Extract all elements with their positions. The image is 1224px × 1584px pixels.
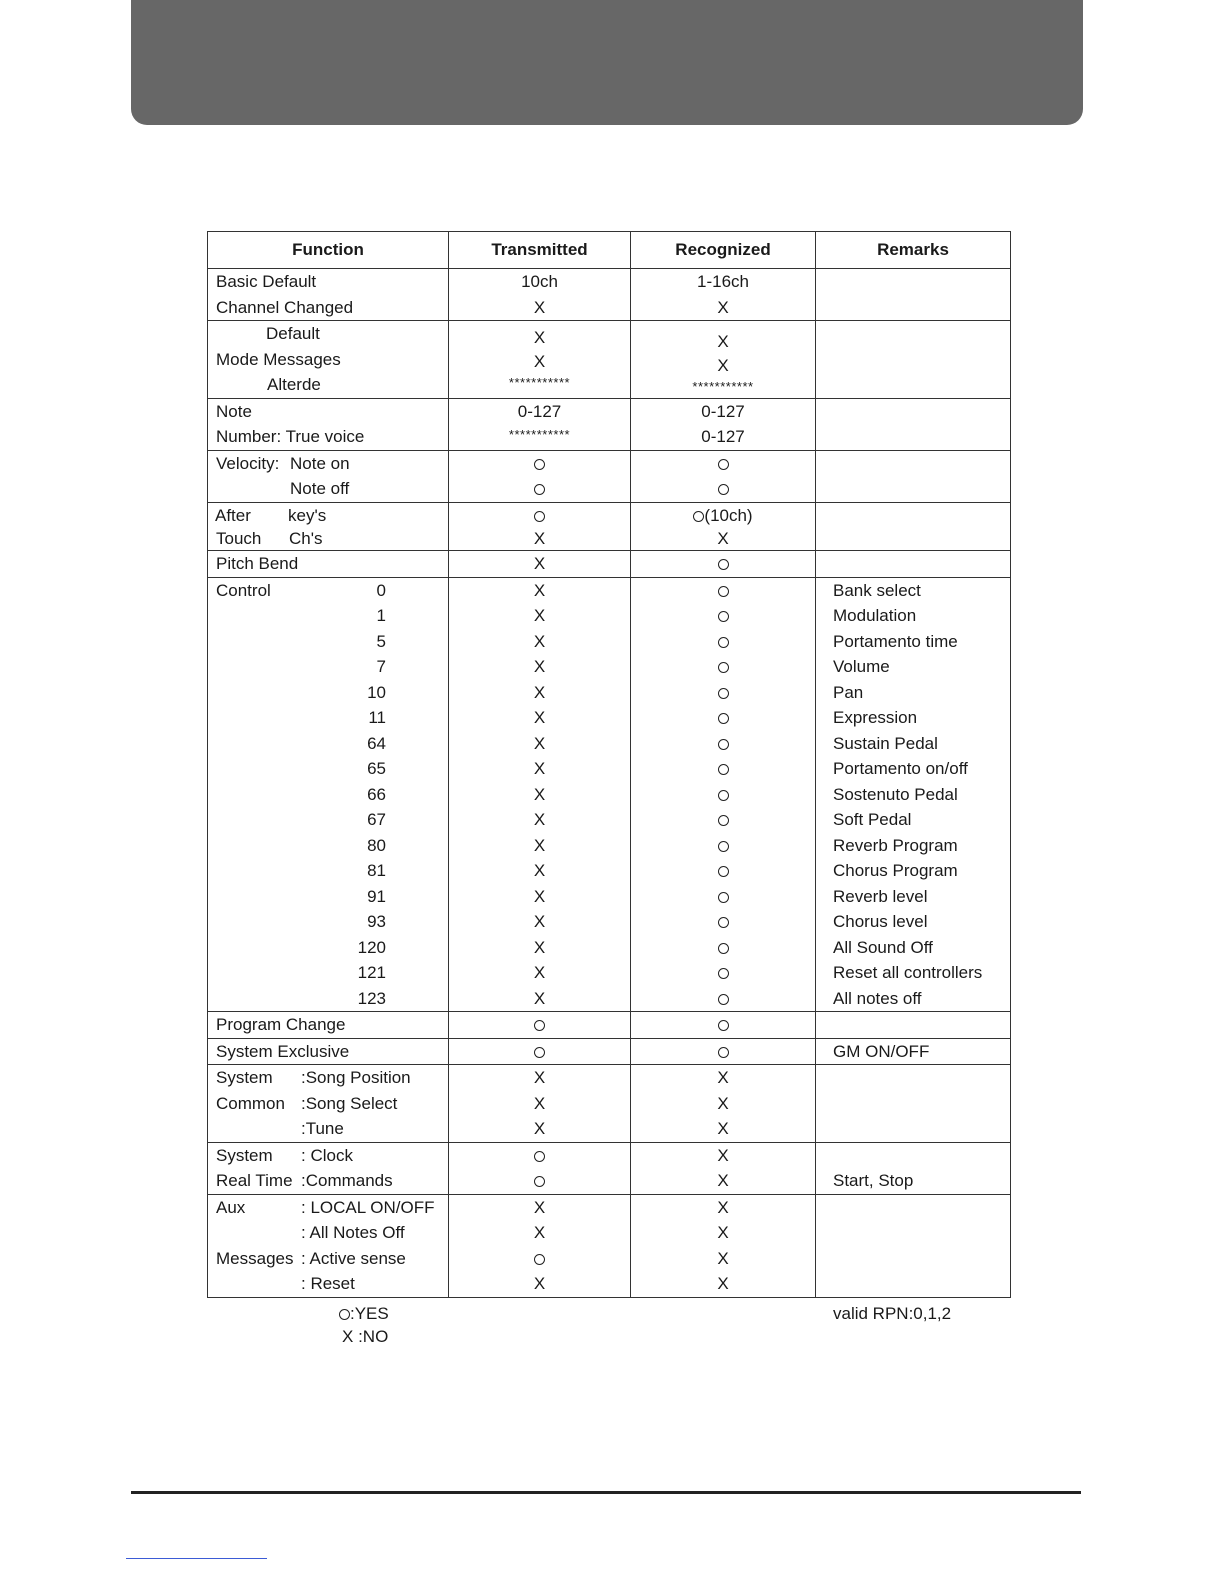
function-text: System Exclusive: [216, 1041, 350, 1061]
transmitted-value: X: [533, 1093, 546, 1113]
recognized-value: X: [717, 356, 729, 375]
remarks-cell: [816, 398, 1011, 450]
remarks-cell: [816, 551, 1011, 578]
control-transmitted-value: X: [533, 657, 546, 676]
control-row-function: [208, 833, 448, 859]
control-remark: Pan: [833, 682, 864, 702]
remarks-cell: [816, 1038, 1011, 1065]
function-text: : LOCAL ON/OFF: [301, 1197, 435, 1217]
yes-circle-icon: [718, 764, 729, 775]
yes-circle-icon: [534, 1254, 545, 1265]
function-cell: [208, 450, 449, 502]
function-text: Touch: [216, 529, 262, 548]
recognized-value: X: [717, 1223, 729, 1242]
yes-circle-icon: [718, 688, 729, 699]
yes-circle-icon: [718, 559, 729, 570]
yes-circle-icon: [534, 1151, 545, 1162]
yes-circle-icon: [718, 637, 729, 648]
transmitted-cell: [449, 502, 631, 551]
control-remark: Volume: [833, 657, 890, 676]
control-row-function: [208, 680, 448, 706]
function-cell: [208, 398, 449, 450]
control-transmitted-value: X: [533, 631, 546, 651]
row-aux-messages: [208, 1194, 1011, 1297]
row-system-common: [208, 1065, 1011, 1143]
function-text: Ch's: [289, 529, 323, 548]
function-text: Velocity:: [216, 453, 280, 473]
recognized-value: 1-16ch: [697, 272, 749, 291]
control-recognized-value: [631, 629, 815, 655]
control-row-function: [208, 629, 448, 655]
legend-no-symbol: X: [342, 1327, 354, 1346]
yes-circle-icon: [718, 484, 729, 495]
function-text: Real Time: [216, 1171, 293, 1190]
yes-circle-icon: [534, 511, 545, 522]
yes-circle-icon: [534, 1176, 545, 1187]
yes-circle-icon: [534, 484, 545, 495]
function-cell: [208, 502, 449, 551]
control-row-function: [208, 603, 448, 629]
control-transmitted-value: X: [533, 733, 546, 753]
control-recognized-value: [631, 884, 815, 910]
function-text: System: [216, 1068, 273, 1087]
transmitted-value: X: [533, 1274, 546, 1293]
yes-circle-icon: [718, 459, 729, 470]
transmitted-cell: [449, 1194, 631, 1297]
recognized-value: X: [717, 1197, 729, 1217]
function-cell: [208, 577, 449, 1012]
yes-circle-icon: [718, 866, 729, 877]
transmitted-cell: [449, 269, 631, 321]
control-row-function: [208, 909, 448, 935]
recognized-value: ***********: [692, 378, 754, 394]
yes-circle-icon: [534, 459, 545, 470]
control-number: 65: [367, 759, 386, 778]
function-cell: [208, 321, 449, 399]
yes-circle-icon: [718, 790, 729, 801]
control-remark: Portamento on/off: [833, 759, 968, 778]
control-transmitted-value: X: [533, 835, 546, 855]
recognized-value: X: [717, 1068, 729, 1087]
control-number: 81: [367, 861, 386, 880]
transmitted-cell: [449, 1065, 631, 1143]
transmitted-value: ***********: [508, 374, 571, 390]
control-remark: Reverb Program: [833, 835, 958, 855]
control-remark: All notes off: [833, 988, 922, 1008]
control-row-function: [208, 654, 448, 680]
recognized-cell: [631, 269, 816, 321]
transmitted-cell: [449, 321, 631, 399]
legend-yes-label: :YES: [350, 1304, 389, 1323]
control-recognized-value: [631, 782, 815, 808]
control-remark: Sostenuto Pedal: [833, 784, 958, 804]
control-remark: Bank select: [833, 580, 921, 600]
yes-circle-icon: [718, 943, 729, 954]
recognized-value: X: [717, 1274, 729, 1293]
yes-circle-icon: [718, 841, 729, 852]
legend-no-label: :NO: [358, 1327, 389, 1346]
function-text: Alterde: [267, 375, 321, 394]
control-number: 0: [376, 580, 386, 600]
yes-circle-icon: [718, 917, 729, 928]
header-remarks: Remarks: [816, 232, 1011, 269]
control-number: 7: [376, 657, 386, 676]
control-transmitted-value: X: [533, 708, 546, 727]
row-control-change: [208, 577, 1011, 1012]
yes-circle-icon: [718, 892, 729, 903]
recognized-value: X: [717, 529, 729, 548]
control-transmitted-value: X: [533, 937, 546, 957]
control-row-function: Control 0: [208, 578, 448, 604]
control-remark: Modulation: [833, 606, 917, 625]
function-cell: [208, 269, 449, 321]
transmitted-cell: [449, 551, 631, 578]
yes-circle-icon: [718, 586, 729, 597]
row-mode: [208, 321, 1011, 399]
function-cell: [208, 1038, 449, 1065]
function-text: Default: [266, 324, 320, 343]
transmitted-cell: [449, 1142, 631, 1194]
function-text: :Commands: [301, 1171, 393, 1190]
function-text: Note on: [290, 453, 350, 473]
control-recognized-value: [631, 680, 815, 706]
header-function: Function: [208, 232, 449, 269]
recognized-value: X: [717, 1171, 729, 1190]
control-remark: Expression: [833, 708, 918, 727]
recognized-cell: [631, 577, 816, 1012]
recognized-value: (10ch): [704, 505, 753, 525]
transmitted-cell: [449, 1012, 631, 1039]
recognized-cell: [631, 502, 816, 551]
function-text: After: [215, 505, 251, 525]
function-cell: [208, 1194, 449, 1297]
remarks-cell: [816, 502, 1011, 551]
control-row-function: [208, 807, 448, 833]
transmitted-value: X: [533, 1197, 546, 1217]
control-remark: Reset all controllers: [833, 963, 983, 982]
recognized-cell: [631, 321, 816, 399]
yes-circle-icon: [718, 968, 729, 979]
function-text: Channel Changed: [216, 297, 354, 317]
transmitted-value: 0-127: [517, 401, 562, 421]
control-recognized-value: [631, 833, 815, 859]
row-system-exclusive: [208, 1038, 1011, 1065]
transmitted-value: X: [533, 352, 546, 371]
control-recognized-value: [631, 731, 815, 757]
transmitted-value: X: [533, 297, 546, 317]
control-recognized-value: [631, 807, 815, 833]
remarks-cell: [816, 269, 1011, 321]
row-pitch-bend: [208, 551, 1011, 578]
footer-link-underline: [126, 1558, 267, 1559]
transmitted-cell: [449, 398, 631, 450]
function-cell: [208, 1012, 449, 1039]
yes-circle-icon: [339, 1309, 350, 1320]
transmitted-cell: [449, 450, 631, 502]
function-text: : Clock: [301, 1145, 353, 1165]
control-row-function: [208, 731, 448, 757]
control-transmitted-value: X: [533, 580, 546, 600]
function-cell: [208, 1065, 449, 1143]
yes-circle-icon: [693, 511, 704, 522]
control-transmitted-value: X: [533, 606, 546, 625]
header-banner: [131, 0, 1083, 125]
transmitted-value: X: [533, 328, 546, 347]
function-cell: [208, 551, 449, 578]
recognized-cell: [631, 1038, 816, 1065]
recognized-cell: [631, 1142, 816, 1194]
control-remark: Portamento time: [833, 631, 958, 651]
yes-circle-icon: [534, 1020, 545, 1031]
control-number: 67: [367, 810, 386, 829]
recognized-value: X: [717, 1145, 729, 1165]
transmitted-value: X: [533, 1119, 546, 1138]
transmitted-cell: [449, 1038, 631, 1065]
control-transmitted-value: X: [533, 784, 546, 804]
control-recognized-value: [631, 909, 815, 935]
control-number: 1: [376, 606, 386, 625]
function-text: Program Change: [216, 1015, 346, 1034]
yes-circle-icon: [718, 713, 729, 724]
header-recognized: Recognized: [631, 232, 816, 269]
control-remark: Sustain Pedal: [833, 733, 938, 753]
function-text: : Active sense: [301, 1248, 406, 1268]
control-number: 10: [367, 682, 386, 702]
remarks-cell: [816, 1194, 1011, 1297]
transmitted-value: X: [533, 1223, 546, 1242]
control-number: 11: [368, 708, 386, 727]
control-number: 91: [367, 886, 386, 906]
rpn-note: [833, 1302, 951, 1325]
yes-circle-icon: [718, 739, 729, 750]
control-remark: Reverb level: [833, 886, 928, 906]
recognized-cell: [631, 1065, 816, 1143]
recognized-value: 0-127: [701, 427, 745, 446]
legend: [339, 1302, 389, 1348]
control-transmitted-value: X: [533, 759, 546, 778]
remarks-cell: [816, 577, 1011, 1012]
control-recognized-value: [631, 578, 815, 604]
control-number: 66: [367, 784, 386, 804]
yes-circle-icon: [718, 611, 729, 622]
function-text: Note off: [290, 479, 350, 498]
row-aftertouch: [208, 502, 1011, 551]
control-row-function: [208, 960, 448, 986]
control-recognized-value: [631, 935, 815, 961]
recognized-cell: [631, 398, 816, 450]
header-transmitted: Transmitted: [449, 232, 631, 269]
rpn-note-text: valid RPN:0,1,2: [833, 1304, 952, 1323]
control-row-function: [208, 782, 448, 808]
transmitted-cell: [449, 577, 631, 1012]
remarks-cell: [816, 321, 1011, 399]
control-number: 123: [357, 988, 386, 1008]
control-remark: All Sound Off: [833, 937, 933, 957]
recognized-cell: [631, 551, 816, 578]
transmitted-value: X: [533, 529, 546, 548]
recognized-value: X: [717, 332, 729, 351]
control-transmitted-value: X: [533, 682, 546, 702]
recognized-value: X: [717, 1119, 729, 1138]
yes-circle-icon: [534, 1047, 545, 1058]
control-row-function: [208, 858, 448, 884]
yes-circle-icon: [718, 994, 729, 1005]
control-number: 121: [357, 963, 386, 982]
row-velocity: [208, 450, 1011, 502]
control-transmitted-value: X: [533, 810, 546, 829]
recognized-value: X: [717, 1248, 729, 1268]
control-transmitted-value: X: [533, 861, 546, 880]
function-text: Note: [216, 401, 252, 421]
function-text: :Song Position: [301, 1068, 411, 1087]
transmitted-value: X: [533, 554, 546, 573]
control-transmitted-value: X: [533, 886, 546, 906]
recognized-cell: [631, 450, 816, 502]
yes-circle-icon: [718, 662, 729, 673]
transmitted-value: 10ch: [521, 272, 558, 291]
remarks-cell: [816, 1142, 1011, 1194]
control-recognized-value: [631, 960, 815, 986]
control-number: 80: [367, 835, 386, 855]
function-text: Aux: [216, 1197, 246, 1217]
function-text: :Song Select: [301, 1093, 398, 1113]
function-text: :Tune: [301, 1119, 344, 1138]
control-recognized-value: [631, 986, 815, 1012]
transmitted-value: ***********: [508, 427, 571, 442]
yes-circle-icon: [718, 815, 729, 826]
control-row-function: [208, 935, 448, 961]
control-row-function: [208, 884, 448, 910]
remarks-cell: [816, 1065, 1011, 1143]
function-text: Messages: [216, 1248, 294, 1268]
yes-circle-icon: [718, 1020, 729, 1031]
recognized-value: 0-127: [701, 401, 745, 421]
control-remark: Chorus Program: [833, 861, 958, 880]
control-number: 5: [376, 631, 386, 651]
function-text: : All Notes Off: [301, 1223, 405, 1242]
control-transmitted-value: X: [533, 988, 546, 1008]
recognized-cell: [631, 1012, 816, 1039]
footer-rule: [131, 1491, 1081, 1494]
control-recognized-value: [631, 858, 815, 884]
recognized-cell: [631, 1194, 816, 1297]
control-recognized-value: [631, 756, 815, 782]
row-system-realtime: [208, 1142, 1011, 1194]
control-transmitted-value: X: [533, 912, 546, 931]
recognized-value: X: [717, 1093, 729, 1113]
control-recognized-value: [631, 603, 815, 629]
midi-implementation-chart: [207, 231, 1011, 1298]
transmitted-value: X: [533, 1068, 546, 1087]
row-program-change: [208, 1012, 1011, 1039]
control-row-function: [208, 705, 448, 731]
control-recognized-value: [631, 705, 815, 731]
function-text: Mode Messages: [216, 349, 341, 369]
control-number: 64: [367, 733, 386, 753]
control-number: 120: [357, 937, 386, 957]
control-remark: Chorus level: [833, 912, 928, 931]
control-number: 93: [367, 912, 386, 931]
function-text: Common: [216, 1093, 285, 1113]
function-cell: [208, 1142, 449, 1194]
remarks-cell: [816, 1012, 1011, 1039]
function-text: Pitch Bend: [216, 554, 299, 573]
yes-circle-icon: [718, 1047, 729, 1058]
row-basic-channel: [208, 269, 1011, 321]
row-note-number: [208, 398, 1011, 450]
control-row-function: [208, 986, 448, 1012]
control-remark: Soft Pedal: [833, 810, 912, 829]
function-text: Basic Default: [216, 272, 317, 291]
control-row-function: [208, 756, 448, 782]
function-text: : Reset: [301, 1274, 355, 1293]
control-recognized-value: [631, 654, 815, 680]
function-text: key's: [288, 505, 327, 525]
header-row: [208, 232, 1011, 269]
remark-text: Start, Stop: [833, 1171, 914, 1190]
function-text: System: [216, 1145, 273, 1165]
recognized-value: X: [717, 297, 729, 317]
control-transmitted-value: X: [533, 963, 546, 982]
function-text: Number: True voice: [216, 427, 365, 446]
remark-text: GM ON/OFF: [833, 1041, 930, 1061]
remarks-cell: [816, 450, 1011, 502]
